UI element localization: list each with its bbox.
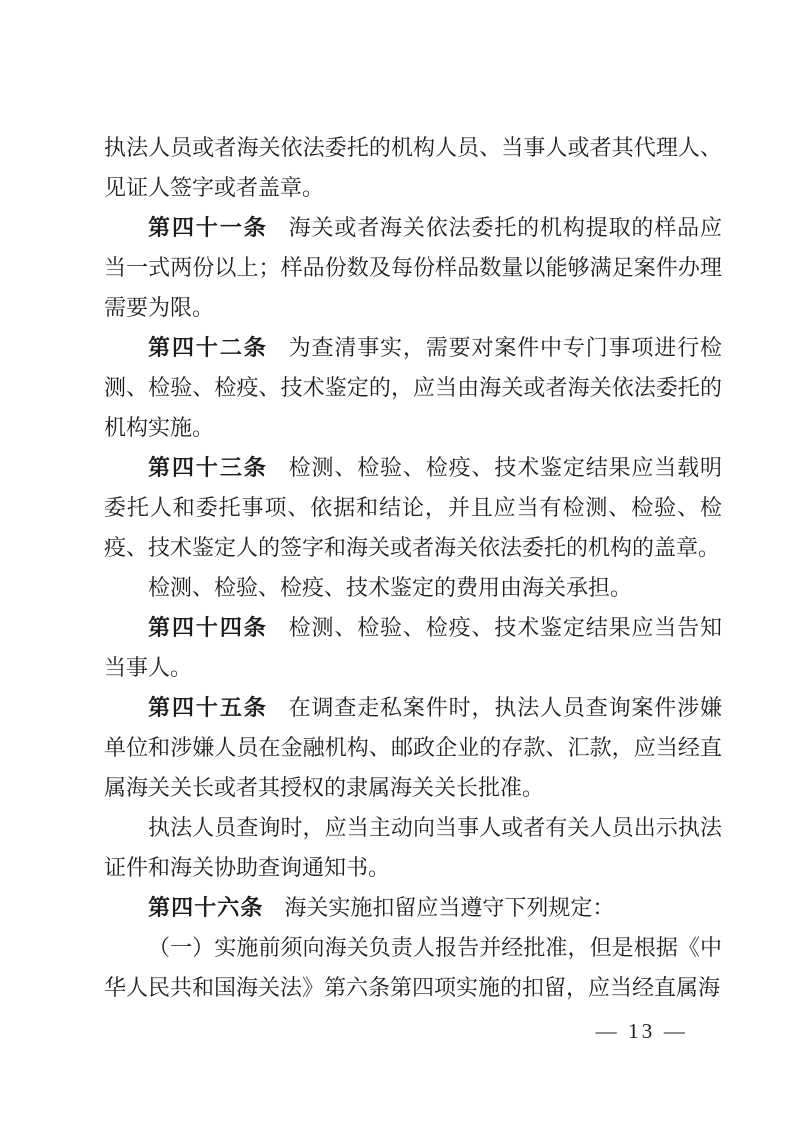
document-body [104,128,722,1008]
paragraph [104,328,722,448]
article-number: 第四十五条 [148,695,268,720]
paragraph-text: 检测、检验、检疫、技术鉴定结果应当告知当事人。 [104,615,722,680]
paragraph-text: 在调查走私案件时，执法人员查询案件涉嫌单位和涉嫌人员在金融机构、邮政企业的存款、汇款，应当经直属海关关长或者其授权的隶属海关关长批准。 [104,695,722,800]
paragraph-text: 检测、检验、检疫、技术鉴定的费用由海关承担。 [148,575,633,600]
paragraph [104,688,722,808]
paragraph-text: 执法人员或者海关依法委托的机构人员、当事人或者其代理人、见证人签字或者盖章。 [104,135,722,200]
page-number: — 13 — [595,1019,688,1043]
paragraph-text: 海关或者海关依法委托的机构提取的样品应当一式两份以上；样品份数及每份样品数量以能够满足案件办理需要为限。 [104,215,722,320]
article-number: 第四十一条 [148,215,268,240]
paragraph [104,928,722,1008]
paragraph-text: 海关实施扣留应当遵守下列规定： [284,895,615,920]
paragraph [104,448,722,568]
paragraph [104,808,722,888]
paragraph [104,568,722,608]
paragraph-text: 为查清事实，需要对案件中专门事项进行检测、检验、检疫、技术鉴定的，应当由海关或者海关依法委托的机构实施。 [104,335,722,440]
article-number: 第四十四条 [148,615,268,640]
article-number: 第四十二条 [148,335,268,360]
paragraph [104,208,722,328]
article-number: 第四十六条 [148,895,264,920]
paragraph-text: （一）实施前须向海关负责人报告并经批准，但是根据《中华人民共和国海关法》第六条第四项实施的扣留，应当经直属海 [104,935,722,1000]
paragraph [104,888,722,928]
article-number: 第四十三条 [148,455,268,480]
paragraph-text: 执法人员查询时，应当主动向当事人或者有关人员出示执法证件和海关协助查询通知书。 [104,815,722,880]
paragraph [104,128,722,208]
paragraph-text: 检测、检验、检疫、技术鉴定结果应当载明委托人和委托事项、依据和结论，并且应当有检测、检验、检疫、技术鉴定人的签字和海关或者海关依法委托的机构的盖章。 [104,455,722,560]
paragraph [104,608,722,688]
